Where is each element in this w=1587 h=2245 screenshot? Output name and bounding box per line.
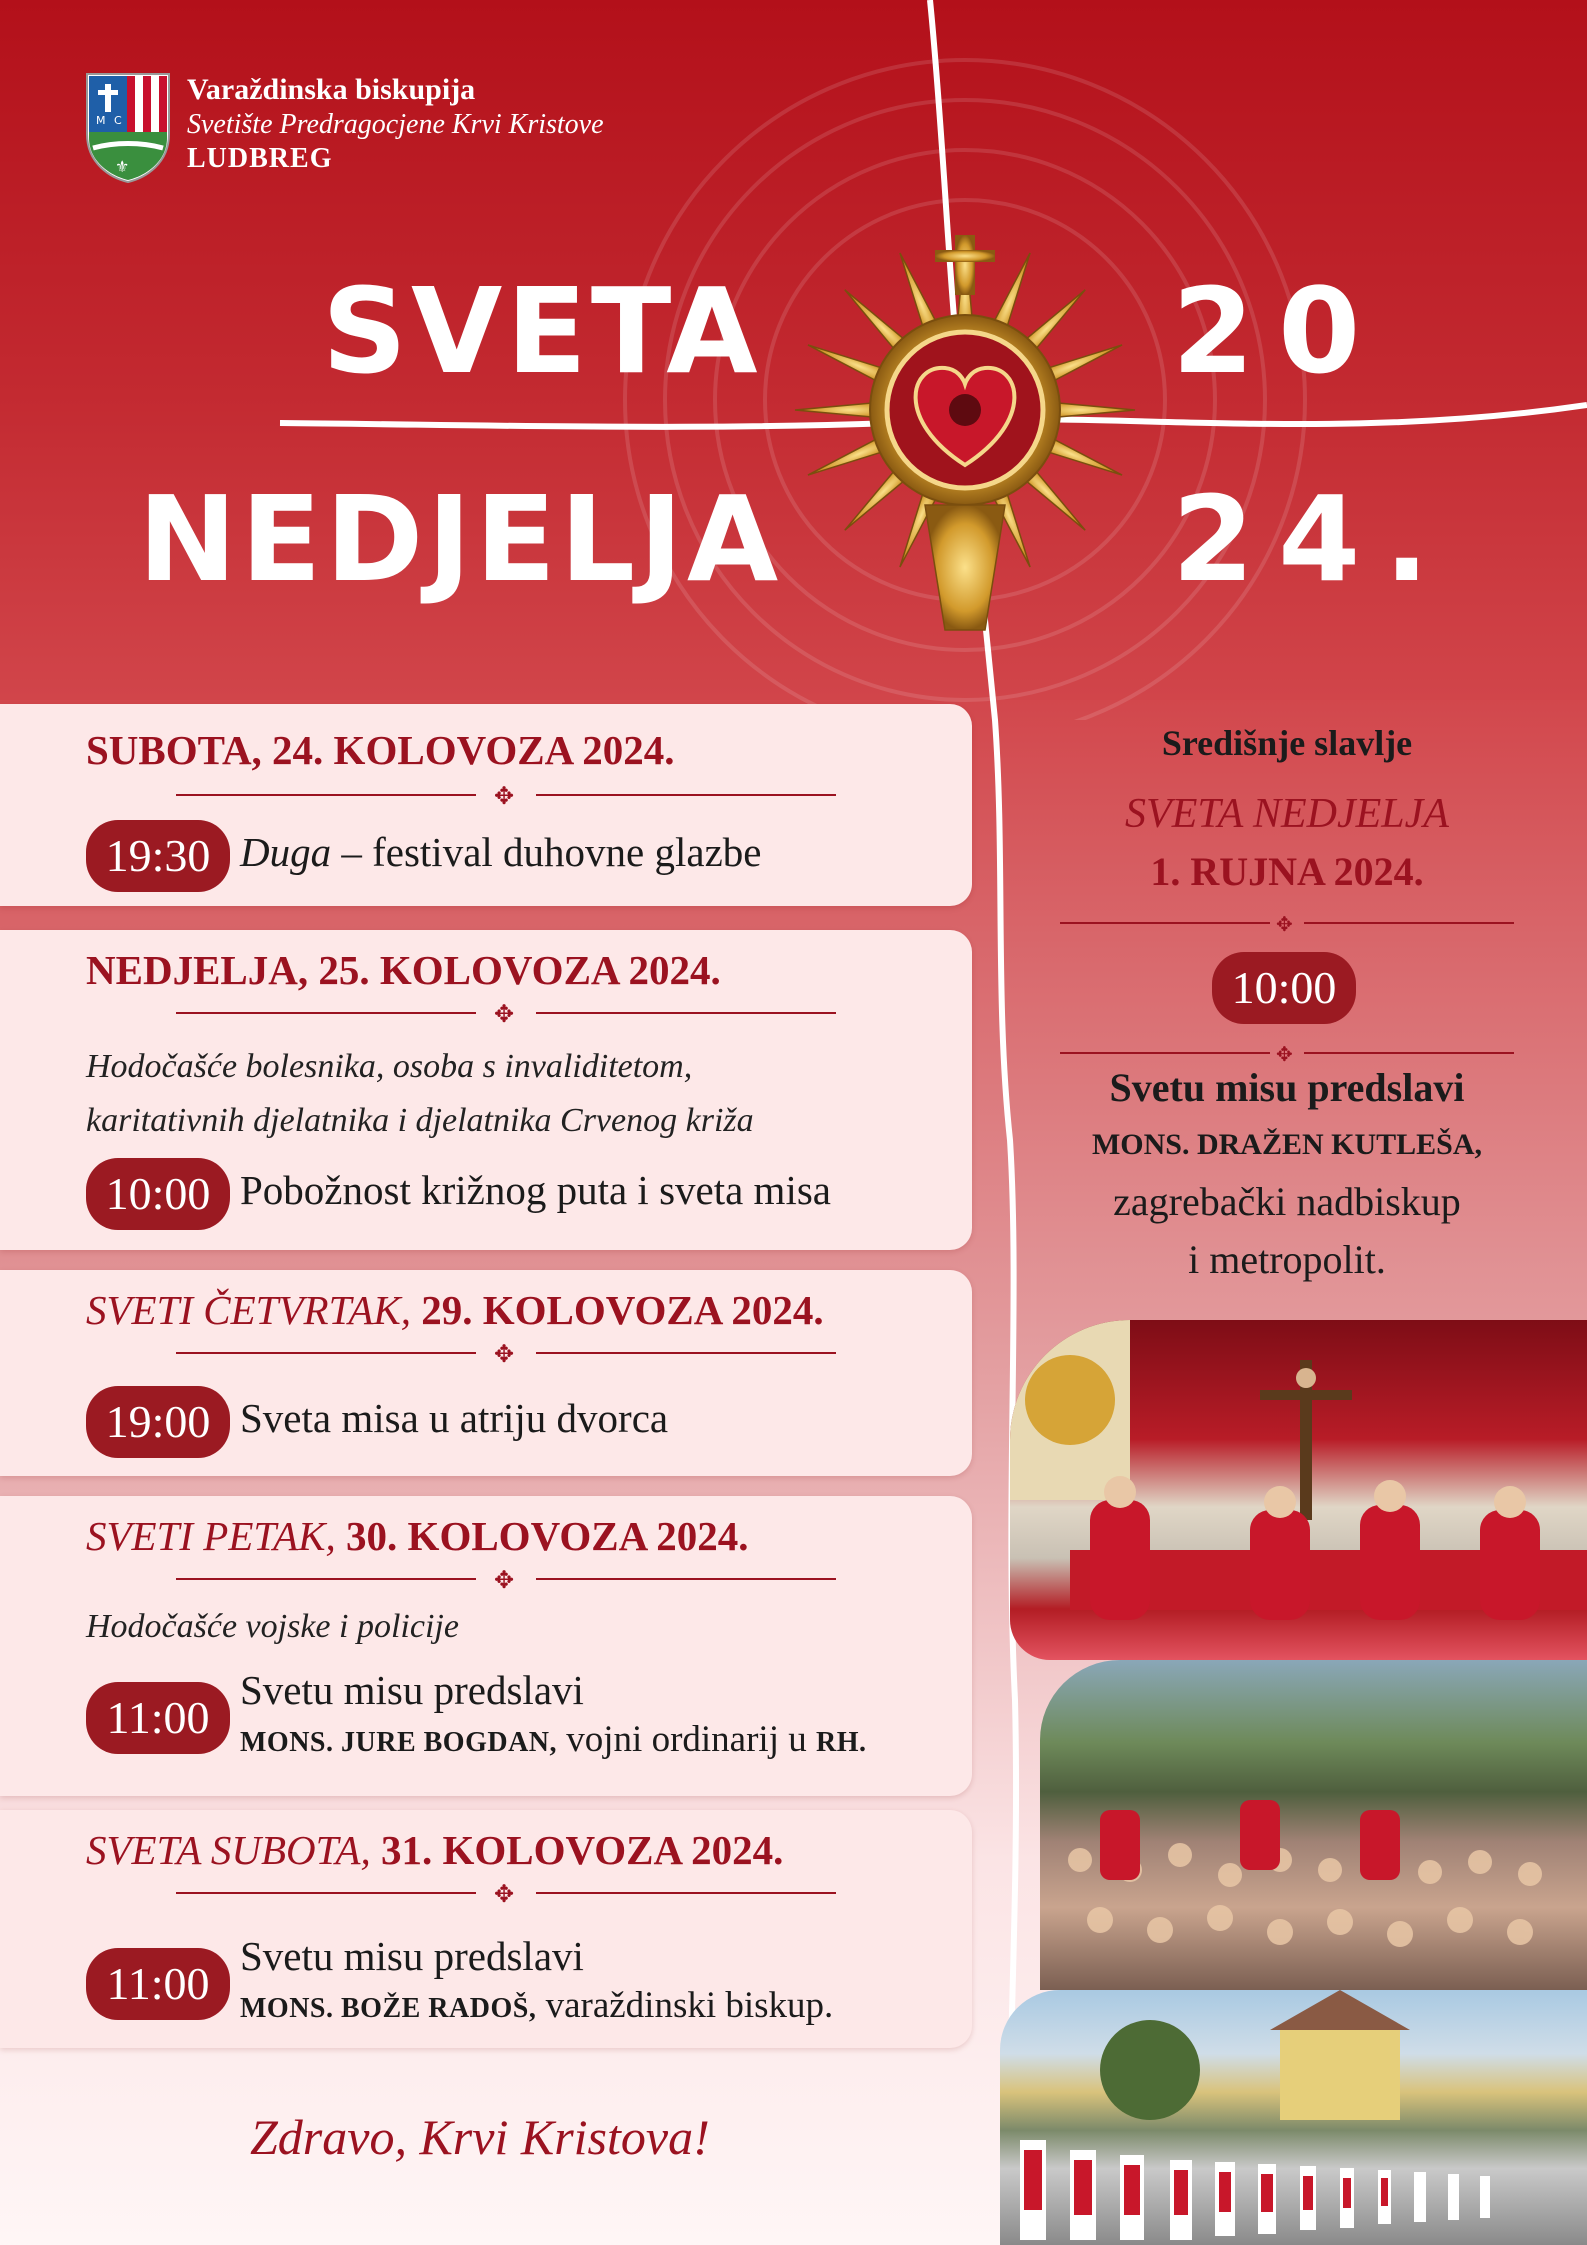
- day-5-heading-italic: SVETA SUBOTA,: [86, 1827, 371, 1873]
- svg-text:✥: ✥: [494, 1340, 515, 1366]
- shrine-name: Svetište Predragocjene Krvi Kristove: [187, 109, 604, 140]
- event-time-badge: 10:00: [86, 1158, 230, 1230]
- event-time-badge: 19:30: [86, 820, 230, 892]
- ornament-divider: [176, 1880, 836, 1906]
- central-title: SVETA NEDJELJA: [1125, 791, 1449, 837]
- celebrant-line: [240, 1718, 866, 1761]
- closing-slogan: Zdravo, Krvi Kristova!: [250, 2109, 710, 2165]
- svg-text:✥: ✥: [494, 1566, 515, 1592]
- day-3-heading-date: 29. KOLOVOZA 2024.: [410, 1287, 824, 1333]
- svg-text:✥: ✥: [494, 1880, 515, 1906]
- svg-text:C: C: [114, 114, 122, 127]
- schedule-day-3: [0, 1270, 972, 1476]
- pilgrimage-note-line2: karitativnih djelatnika i djelatnika Crvenog križa: [86, 1102, 754, 1139]
- diocese-name: Varaždinska biskupija: [187, 73, 476, 106]
- ornament-divider: [176, 782, 836, 808]
- central-date: 1. RUJNA 2024.: [1150, 849, 1424, 894]
- schedule-day-1: [0, 704, 972, 906]
- day-4-heading-date: 30. KOLOVOZA 2024.: [335, 1513, 749, 1559]
- ornament-divider: [176, 1340, 836, 1366]
- title-year-part1: 20: [1172, 262, 1385, 400]
- ornament-divider: [1000, 910, 1574, 936]
- event-description: Sveta misa u atriju dvorca: [240, 1395, 669, 1441]
- svg-text:✥: ✥: [1276, 1042, 1293, 1066]
- photo-procession: [1000, 1990, 1587, 2245]
- event-time-badge: 11:00: [86, 1948, 230, 2020]
- day-4-heading-italic: SVETI PETAK,: [86, 1513, 336, 1559]
- photo-crowd: [1040, 1660, 1587, 1990]
- event-description: Svetu misu predslavi: [240, 1933, 584, 1979]
- central-celebrant-name: MONS. DRAŽEN KUTLEŠA,: [1091, 1128, 1483, 1161]
- svg-text:⚜: ⚜: [115, 157, 130, 176]
- title-year-part2: 24.: [1172, 470, 1454, 608]
- ornament-divider: [176, 1566, 836, 1592]
- central-celebrant-intro: Svetu misu predslavi: [1109, 1065, 1465, 1110]
- photo-altar-mass: [1010, 1320, 1587, 1660]
- day-3-heading: [86, 1286, 824, 1334]
- event-description: Svetu misu predslavi: [240, 1667, 584, 1713]
- coat-of-arms-icon: [85, 72, 171, 184]
- central-label: Središnje slavlje: [1161, 723, 1413, 763]
- crowd-scene: [1040, 1660, 1587, 1990]
- day-1-heading: SUBOTA, 24. KOLOVOZA 2024.: [86, 727, 675, 773]
- day-3-heading-italic: SVETI ČETVRTAK,: [86, 1287, 411, 1333]
- celebrant-role: varaždinski biskup.: [536, 1985, 834, 2026]
- celebrant-name: MONS. JURE BOGDAN,: [240, 1727, 558, 1758]
- event-time-badge: 19:00: [86, 1386, 230, 1458]
- day-2-heading: NEDJELJA, 25. KOLOVOZA 2024.: [86, 947, 721, 993]
- celebrant-name: MONS. BOŽE RADOŠ,: [240, 1993, 537, 2024]
- day-5-heading: [86, 1826, 783, 1874]
- ornament-divider: [176, 1000, 836, 1026]
- day-5-heading-date: 31. KOLOVOZA 2024.: [370, 1827, 784, 1873]
- diocese-logo: [85, 72, 604, 184]
- svg-text:✥: ✥: [1276, 912, 1293, 936]
- pilgrimage-note: Hodočašće vojske i policije: [86, 1608, 459, 1645]
- schedule-day-2: [0, 930, 972, 1250]
- celebrant-line: [240, 1984, 833, 2027]
- event-text: – festival duhovne glazbe: [331, 829, 762, 875]
- svg-text:M: M: [96, 114, 106, 127]
- day-4-heading: [86, 1512, 748, 1560]
- celebrant-role: vojni ordinarij u: [557, 1719, 816, 1760]
- procession-scene: [1000, 1990, 1587, 2245]
- celebrant-role-abbr: RH.: [815, 1727, 867, 1758]
- title-word-sveta: SVETA: [322, 262, 762, 400]
- city-name: LUDBREG: [187, 142, 333, 174]
- altar-scene: [1010, 1320, 1587, 1660]
- event-description: [240, 828, 761, 876]
- event-time-badge: 11:00: [86, 1682, 230, 1754]
- schedule-day-5: [0, 1810, 972, 2048]
- schedule-day-4: [0, 1496, 972, 1796]
- svg-text:✥: ✥: [494, 782, 515, 808]
- title-word-nedjelja: NEDJELJA: [138, 470, 783, 608]
- pilgrimage-note-line1: Hodočašće bolesnika, osoba s invaliditetom,: [86, 1048, 693, 1085]
- ornament-divider: [1000, 1040, 1574, 1066]
- central-celebrant-role1: zagrebački nadbiskup: [1113, 1179, 1461, 1224]
- central-time-badge: 10:00: [1212, 952, 1356, 1024]
- event-description: Pobožnost križnog puta i sveta misa: [240, 1167, 831, 1213]
- event-name-italic: Duga: [240, 829, 332, 875]
- svg-text:✥: ✥: [494, 1000, 515, 1026]
- central-celebrant-role2: i metropolit.: [1188, 1237, 1386, 1282]
- monstrance-image: [790, 210, 1140, 640]
